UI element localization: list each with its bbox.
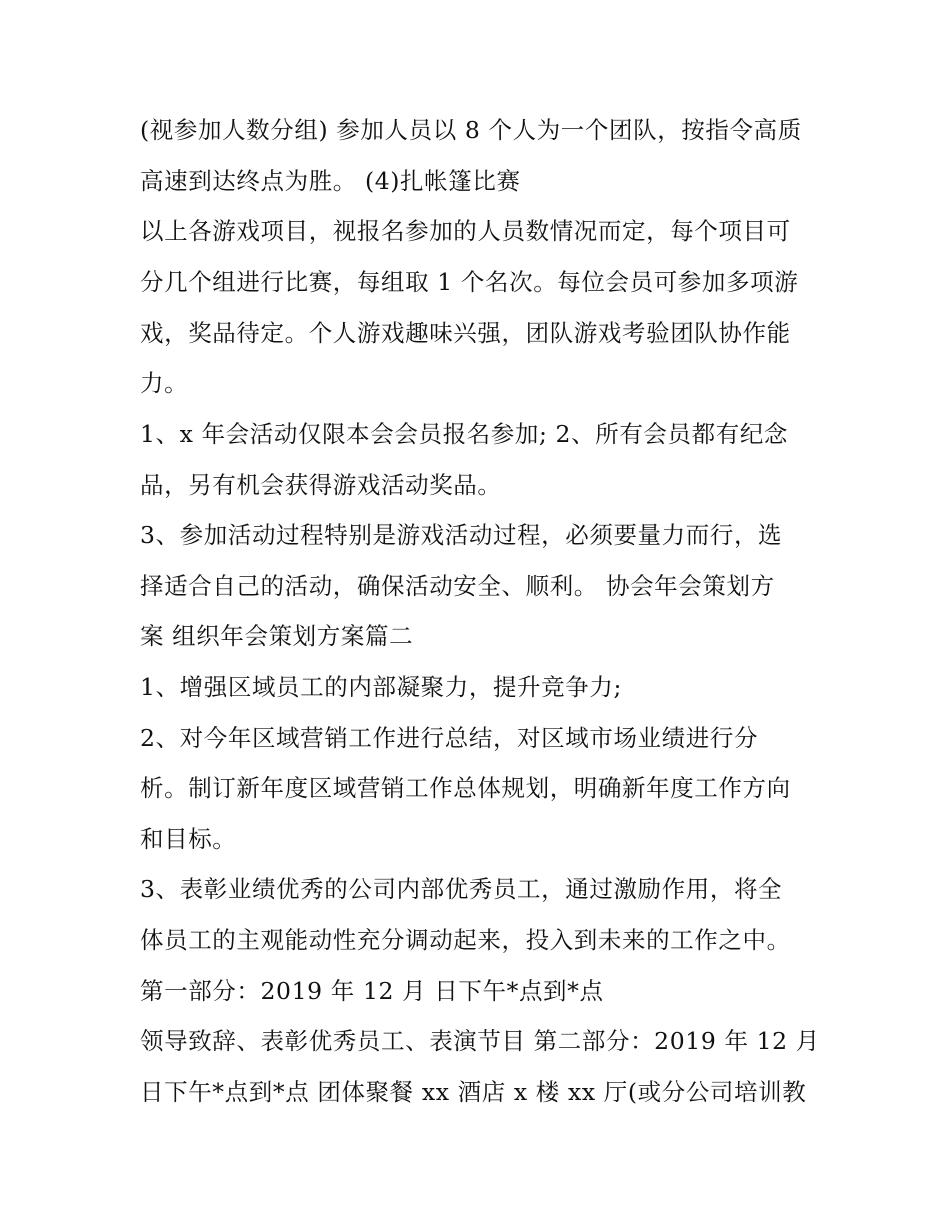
text-line: 1、增强区域员工的内部凝聚力，提升竞争力; <box>140 673 622 701</box>
text-line: 3、参加活动过程特别是游戏活动过程，必须要量力而行，选 <box>140 521 783 549</box>
text-line: 体员工的主观能动性充分调动起来，投入到未来的工作之中。 <box>140 926 791 954</box>
text-line: 高速到达终点为胜。 (4)扎帐篷比赛 <box>140 167 521 195</box>
text-line: 案 组织年会策划方案篇二 <box>140 622 414 650</box>
text-line: 1、x 年会活动仅限本会会员报名参加; 2、所有会员都有纪念 <box>140 420 789 448</box>
text-line: 力。 <box>140 369 189 397</box>
text-line: 第一部分：2019 年 12 月 日下午*点到*点 <box>140 977 604 1005</box>
text-line: 领导致辞、表彰优秀员工、表演节目 第二部分：2019 年 12 月 <box>140 1027 820 1055</box>
text-line: 2、对今年区域营销工作进行总结，对区域市场业绩进行分 <box>140 724 759 752</box>
text-line: (视参加人数分组) 参加人员以 8 个人为一个团队，按指令高质 <box>140 116 802 144</box>
text-line: 析。制订新年度区域营销工作总体规划，明确新年度工作方向 <box>140 774 791 802</box>
text-line: 以上各游戏项目，视报名参加的人员数情况而定，每个项目可 <box>140 217 791 245</box>
text-line: 择适合自己的活动，确保活动安全、顺利。 协会年会策划方 <box>140 572 775 600</box>
text-line: 日下午*点到*点 团体聚餐 xx 酒店 x 楼 xx 厅(或分公司培训教 <box>140 1078 807 1106</box>
text-line: 和目标。 <box>140 825 237 853</box>
text-line: 品，另有机会获得游戏活动奖品。 <box>140 471 502 499</box>
text-line: 3、表彰业绩优秀的公司内部优秀员工，通过激励作用，将全 <box>140 875 783 903</box>
text-line: 戏，奖品待定。个人游戏趣味兴强，团队游戏考验团队协作能 <box>140 319 791 347</box>
text-line: 分几个组进行比赛，每组取 1 个名次。每位会员可参加多项游 <box>140 268 799 296</box>
